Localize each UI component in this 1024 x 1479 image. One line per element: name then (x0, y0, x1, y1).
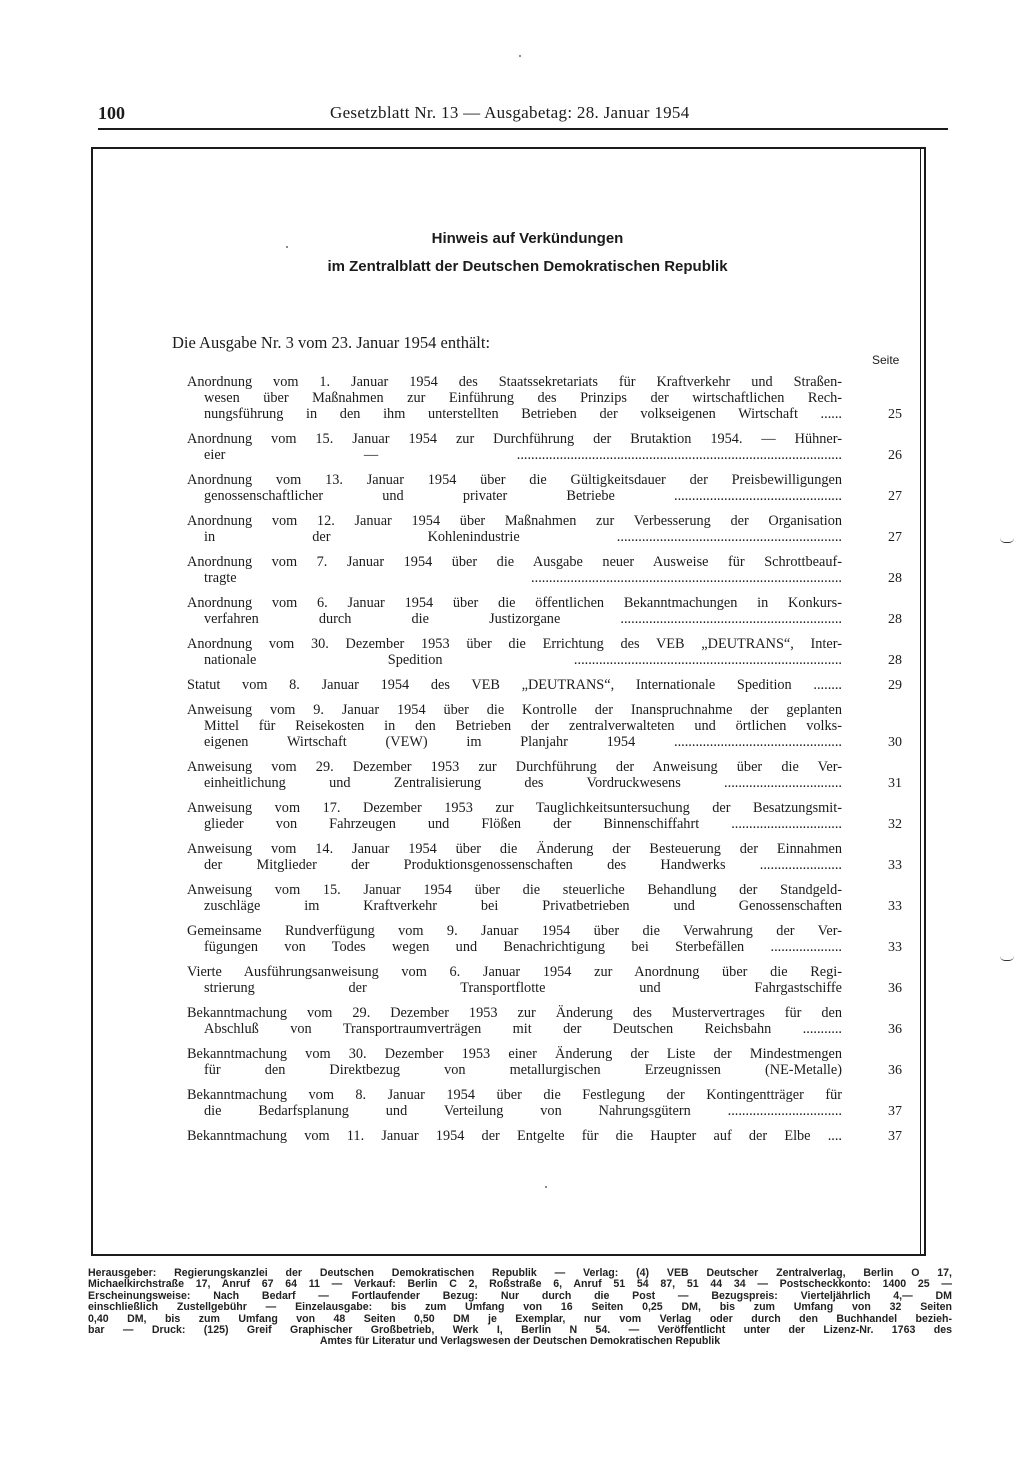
entry-page-number: 28 (888, 653, 902, 668)
entry-line: Anweisung vom 14. Januar 1954 über die Änderung der Besteuerung der Einnahmen (187, 841, 842, 857)
entry-page-number: 28 (888, 571, 902, 586)
entry-line: tragte ....................................................................................... (204, 570, 842, 586)
imprint-footer (88, 1268, 952, 1348)
entry-page-number: 27 (888, 530, 902, 545)
contents-entry (187, 1087, 907, 1119)
entry-title (187, 882, 842, 914)
contents-entry (187, 677, 907, 693)
entry-page-number: 36 (888, 1063, 902, 1078)
entry-line: Anordnung vom 30. Dezember 1953 über die Errichtung des VEB „DEUTRANS“, Inter- (187, 636, 842, 652)
contents-entry (187, 374, 907, 422)
entry-line: Anordnung vom 15. Januar 1954 zur Durchführung der Brutaktion 1954. — Hühner- (187, 431, 842, 447)
entry-title (187, 636, 842, 668)
entry-line: die Bedarfsplanung und Verteilung von Nahrungsgütern ................................ (204, 1103, 842, 1119)
entry-line: einheitlichung und Zentralisierung des Vordruckwesens ................................. (204, 775, 842, 791)
page-column-label: Seite (872, 353, 900, 367)
entry-line: nungsführung in den ihm unterstellten Betrieben der volkseigenen Wirtschaft ...... (204, 406, 842, 422)
entry-page-number: 32 (888, 817, 902, 832)
entry-line: Anordnung vom 13. Januar 1954 über die Gültigkeitsdauer der Preisbewilligungen (187, 472, 842, 488)
entry-line: wesen über Maßnahmen zur Einführung des Prinzips der wirtschaftlichen Rech- (204, 390, 842, 406)
entry-page-number: 28 (888, 612, 902, 627)
running-head: Gesetzblatt Nr. 13 — Ausgabetag: 28. Januar 1954 (330, 103, 690, 122)
contents-entry (187, 1005, 907, 1037)
entry-line: Anweisung vom 17. Dezember 1953 zur Tauglichkeitsuntersuchung der Besatzungsmit- (187, 800, 842, 816)
imprint-line: Erscheinungsweise: Nach Bedarf — Fortlaufender Bezug: Nur durch die Post — Bezugspreis: Vierteljährlich 4,— DM (88, 1289, 952, 1302)
contents-entry (187, 431, 907, 463)
entry-line: in der Kohlenindustrie ............................................................... (204, 529, 842, 545)
contents-entry (187, 759, 907, 791)
entry-title (187, 1046, 842, 1078)
entry-line: Anordnung vom 1. Januar 1954 des Staatssekretariats für Kraftverkehr und Straßen- (187, 374, 842, 390)
entry-line: genossenschaftlicher und privater Betriebe ............................................... (204, 488, 842, 504)
entry-page-number: 25 (888, 407, 902, 422)
imprint-line: Herausgeber: Regierungskanzlei der Deutschen Demokratischen Republik — Verlag: (4) VEB Deutscher Zentralverlag, Berlin O 17, (88, 1267, 952, 1279)
contents-entry (187, 1128, 907, 1144)
entry-line: nationale Spedition ........................................................................... (204, 652, 842, 668)
entry-line: Bekanntmachung vom 30. Dezember 1953 einer Änderung der Liste der Mindestmengen (187, 1046, 842, 1062)
entry-line: eier — ........................................................................................... (204, 447, 842, 463)
entry-line: Anweisung vom 9. Januar 1954 über die Kontrolle der Inanspruchnahme der geplanten (187, 702, 842, 718)
entry-title (187, 1005, 842, 1037)
entry-line: Anweisung vom 29. Dezember 1953 zur Durchführung der Anweisung über die Ver- (187, 759, 842, 775)
entry-page-number: 36 (888, 981, 902, 996)
entry-line: Mittel für Reisekosten in den Betrieben der zentralverwalteten und örtlichen volks- (204, 718, 842, 734)
contents-list (187, 374, 907, 1153)
entry-title (187, 923, 842, 955)
entry-line: fügungen von Todes wegen und Benachrichtigung bei Sterbefällen .................... (204, 939, 842, 955)
imprint-line: bar — Druck: (125) Greif Graphischer Großbetrieb, Werk I, Berlin N 54. — Veröffentlicht unter der Lizenz-Nr. 1763 des (88, 1324, 952, 1337)
entry-line: strierung der Transportflotte und Fahrgastschiffe (204, 980, 842, 996)
entry-title (187, 759, 842, 791)
entry-title (187, 472, 842, 504)
imprint-line: Amtes für Literatur und Verlagswesen der Deutschen Demokratischen Republik (319, 1335, 721, 1348)
entry-title (187, 595, 842, 627)
entry-line: Abschluß von Transportraumverträgen mit der Deutschen Reichsbahn ........... (204, 1021, 842, 1037)
paper-speck (286, 246, 288, 248)
entry-page-number: 37 (888, 1129, 902, 1144)
notice-subtitle: im Zentralblatt der Deutschen Demokratischen Republik (327, 258, 728, 275)
entry-title (187, 374, 842, 422)
entry-page-number: 37 (888, 1104, 902, 1119)
entry-title (187, 1087, 842, 1119)
entry-line: Bekanntmachung vom 11. Januar 1954 der Entgelte für die Haupter auf der Elbe .... (187, 1128, 842, 1144)
entry-title (187, 431, 842, 463)
entry-title (187, 677, 842, 693)
contents-entry (187, 964, 907, 996)
page-number: 100 (98, 103, 125, 123)
entry-title (187, 513, 842, 545)
entry-title (187, 702, 842, 750)
entry-line: Anordnung vom 6. Januar 1954 über die öffentlichen Bekanntmachungen in Konkurs- (187, 595, 842, 611)
entry-page-number: 29 (888, 678, 902, 693)
contents-entry (187, 702, 907, 750)
imprint-line: einschließlich Zustellgebühr — Einzelausgabe: bis zum Umfang von 16 Seiten 0,25 DM, bis zum Umfang von 32 Seiten (88, 1301, 952, 1314)
notice-title: Hinweis auf Verkündungen (431, 230, 624, 247)
contents-entry (187, 882, 907, 914)
entry-line: für den Direktbezug von metallurgischen Erzeugnissen (NE-Metalle) (204, 1062, 842, 1078)
contents-entry (187, 554, 907, 586)
contents-entry (187, 1046, 907, 1078)
paper-speck (519, 55, 521, 57)
header-rule (98, 128, 948, 130)
entry-page-number: 30 (888, 735, 902, 750)
entry-page-number: 36 (888, 1022, 902, 1037)
contents-entry (187, 923, 907, 955)
notice-frame-inner-rule (920, 147, 921, 1256)
imprint-line: 0,40 DM, bis zum Umfang von 48 Seiten 0,50 DM je Exemplar, nur vom Verlag oder durch den Buchhandel bezieh- (88, 1312, 952, 1325)
paper-speck (545, 1186, 547, 1188)
entry-line: Vierte Ausführungsanweisung vom 6. Januar 1954 zur Anordnung über die Regi- (187, 964, 842, 980)
entry-title (187, 1128, 842, 1144)
entry-page-number: 26 (888, 448, 902, 463)
entry-line: Bekanntmachung vom 29. Dezember 1953 zur Änderung des Mustervertrages für den (187, 1005, 842, 1021)
entry-page-number: 33 (888, 899, 902, 914)
entry-line: der Mitglieder der Produktionsgenossenschaften des Handwerks ....................... (204, 857, 842, 873)
entry-line: eigenen Wirtschaft (VEW) im Planjahr 1954 ............................................... (204, 734, 842, 750)
entry-line: Gemeinsame Rundverfügung vom 9. Januar 1954 über die Verwahrung der Ver- (187, 923, 842, 939)
contents-entry (187, 513, 907, 545)
entry-title (187, 800, 842, 832)
margin-mark (1000, 956, 1014, 961)
entry-line: Anordnung vom 7. Januar 1954 über die Ausgabe neuer Ausweise für Schrottbeauf- (187, 554, 842, 570)
entry-line: Anweisung vom 15. Januar 1954 über die steuerliche Behandlung der Standgeld- (187, 882, 842, 898)
entry-line: Bekanntmachung vom 8. Januar 1954 über die Festlegung der Kontingentträger für (187, 1087, 842, 1103)
issue-intro: Die Ausgabe Nr. 3 vom 23. Januar 1954 enthält: (172, 333, 491, 352)
entry-title (187, 841, 842, 873)
contents-entry (187, 636, 907, 668)
entry-line: verfahren durch die Justizorgane .............................................................. (204, 611, 842, 627)
margin-mark (1000, 538, 1014, 543)
entry-title (187, 964, 842, 996)
entry-page-number: 33 (888, 858, 902, 873)
entry-page-number: 31 (888, 776, 902, 791)
entry-page-number: 27 (888, 489, 902, 504)
entry-line: Anordnung vom 12. Januar 1954 über Maßnahmen zur Verbesserung der Organisation (187, 513, 842, 529)
entry-line: Statut vom 8. Januar 1954 des VEB „DEUTRANS“, Internationale Spedition ........ (187, 677, 842, 693)
contents-entry (187, 472, 907, 504)
entry-line: glieder von Fahrzeugen und Flößen der Binnenschiffahrt ............................... (204, 816, 842, 832)
entry-line: zuschläge im Kraftverkehr bei Privatbetrieben und Genossenschaften (204, 898, 842, 914)
contents-entry (187, 800, 907, 832)
page-header (98, 103, 948, 127)
contents-entry (187, 841, 907, 873)
imprint-line: Michaelkirchstraße 17, Anruf 67 64 11 — Verkauf: Berlin C 2, Roßstraße 6, Anruf 51 54 87, 51 44 34 — Postscheckkonto: 1400 25 — (88, 1278, 952, 1291)
entry-page-number: 33 (888, 940, 902, 955)
entry-title (187, 554, 842, 586)
contents-entry (187, 595, 907, 627)
